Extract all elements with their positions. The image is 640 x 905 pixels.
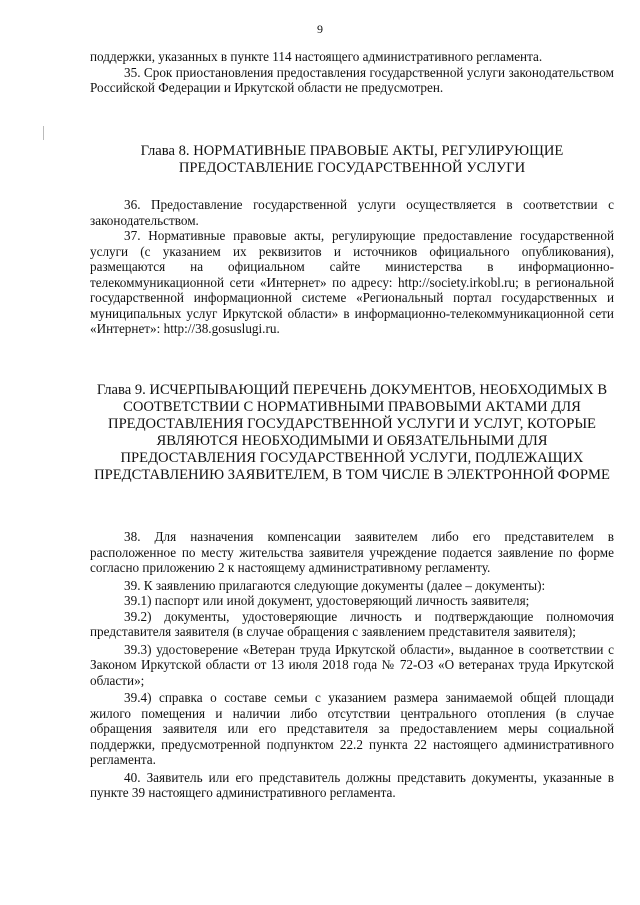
paragraph-39: 39. К заявлению прилагаются следующие документы (далее – документы):: [124, 577, 546, 593]
chapter-8-block: [90, 143, 614, 177]
paragraph-38: 38. Для назначения компенсации заявителем либо его представителем в расположенное по месту жительства заявителя учреждение подается заявление по форме согласно приложению 2 к настоящему административному регламенту.: [90, 529, 614, 575]
paragraph-37: 37. Нормативные правовые акты, регулирующие предоставление государственной услуги (с указанием их реквизитов и источников официального опубликования), размещаются на официальном сайте министерства в информационно-телекоммуникационной сети «Интернет» по адресу: http://society.irkobl.ru; в региональной государственной информационной системе «Региональный портал государственных и муниципальных услуг Иркутской области» в информационно-телекоммуникационной сети «Интернет»: http://38.gosuslugi.ru.: [90, 228, 614, 336]
paragraph-39-1: 39.1) паспорт или иной документ, удостоверяющий личность заявителя;: [124, 593, 530, 608]
paragraph-39-4: 39.4) справка о составе семьи с указанием размера занимаемой общей площади жилого помещения и наличии либо отсутствии центрального отопления (в случае обращения заявителя или его представителя за предоставлением меры социальной поддержки, предусмотренной подпунктом 22.2 пункта 22 настоящего административного регламента.: [90, 690, 614, 767]
chapter-9-body: [90, 529, 614, 801]
paragraph-35: 35. Срок приостановления предоставления государственной услуги законодательством Российской Федерации и Иркутской области не предусмотрен.: [90, 64, 614, 95]
page-number: 9: [317, 22, 323, 36]
chapter-9-heading: Глава 9. ИСЧЕРПЫВАЮЩИЙ ПЕРЕЧЕНЬ ДОКУМЕНТОВ, НЕОБХОДИМЫХ В СООТВЕТСТВИИ С НОРМАТИВНЫМИ ПРАВОВЫМИ АКТАМИ ДЛЯ ПРЕДОСТАВЛЕНИЯ ГОСУДАРСТВЕННОЙ УСЛУГИ И УСЛУГ, КОТОРЫЕ ЯВЛЯЮТСЯ НЕОБХОДИМЫМИ И ОБЯЗАТЕЛЬНЫМИ ДЛЯ ПРЕДОСТАВЛЕНИЯ ГОСУДАРСТВЕННОЙ УСЛУГИ, ПОДЛЕЖАЩИХ ПРЕДСТАВЛЕНИЮ ЗАЯВИТЕЛЕМ, В ТОМ ЧИСЛЕ В ЭЛЕКТРОННОЙ ФОРМЕ: [94, 382, 610, 483]
paragraph-40: 40. Заявитель или его представитель должны представить документы, указанные в пункте 39 настоящего административного регламента.: [90, 769, 614, 800]
chapter-9-block: [90, 382, 614, 484]
paragraph-39-2: 39.2) документы, удостоверяющие личность и подтверждающие полномочия представителя заявителя (в случае обращения с заявлением представителя заявителя);: [90, 608, 614, 639]
paragraph-36: 36. Предоставление государственной услуги осуществляется в соответствии с законодательством.: [90, 197, 614, 228]
chapter-8-body: [90, 197, 614, 337]
chapter-8-heading: Глава 8. НОРМАТИВНЫЕ ПРАВОВЫЕ АКТЫ, РЕГУЛИРУЮЩИЕ ПРЕДОСТАВЛЕНИЕ ГОСУДАРСТВЕННОЙ УСЛУГИ: [140, 143, 564, 176]
paragraph-continuation: поддержки, указанных в пункте 114 настоящего административного регламента.: [90, 49, 543, 64]
paragraph-39-3: 39.3) удостоверение «Ветеран труда Иркутской области», выданное в соответствии с Законом Иркутской области от 13 июля 2018 года № 72-ОЗ «О ветеранах труда Иркутской области»;: [90, 641, 614, 688]
document-body: [90, 49, 614, 96]
margin-mark: [43, 126, 44, 140]
